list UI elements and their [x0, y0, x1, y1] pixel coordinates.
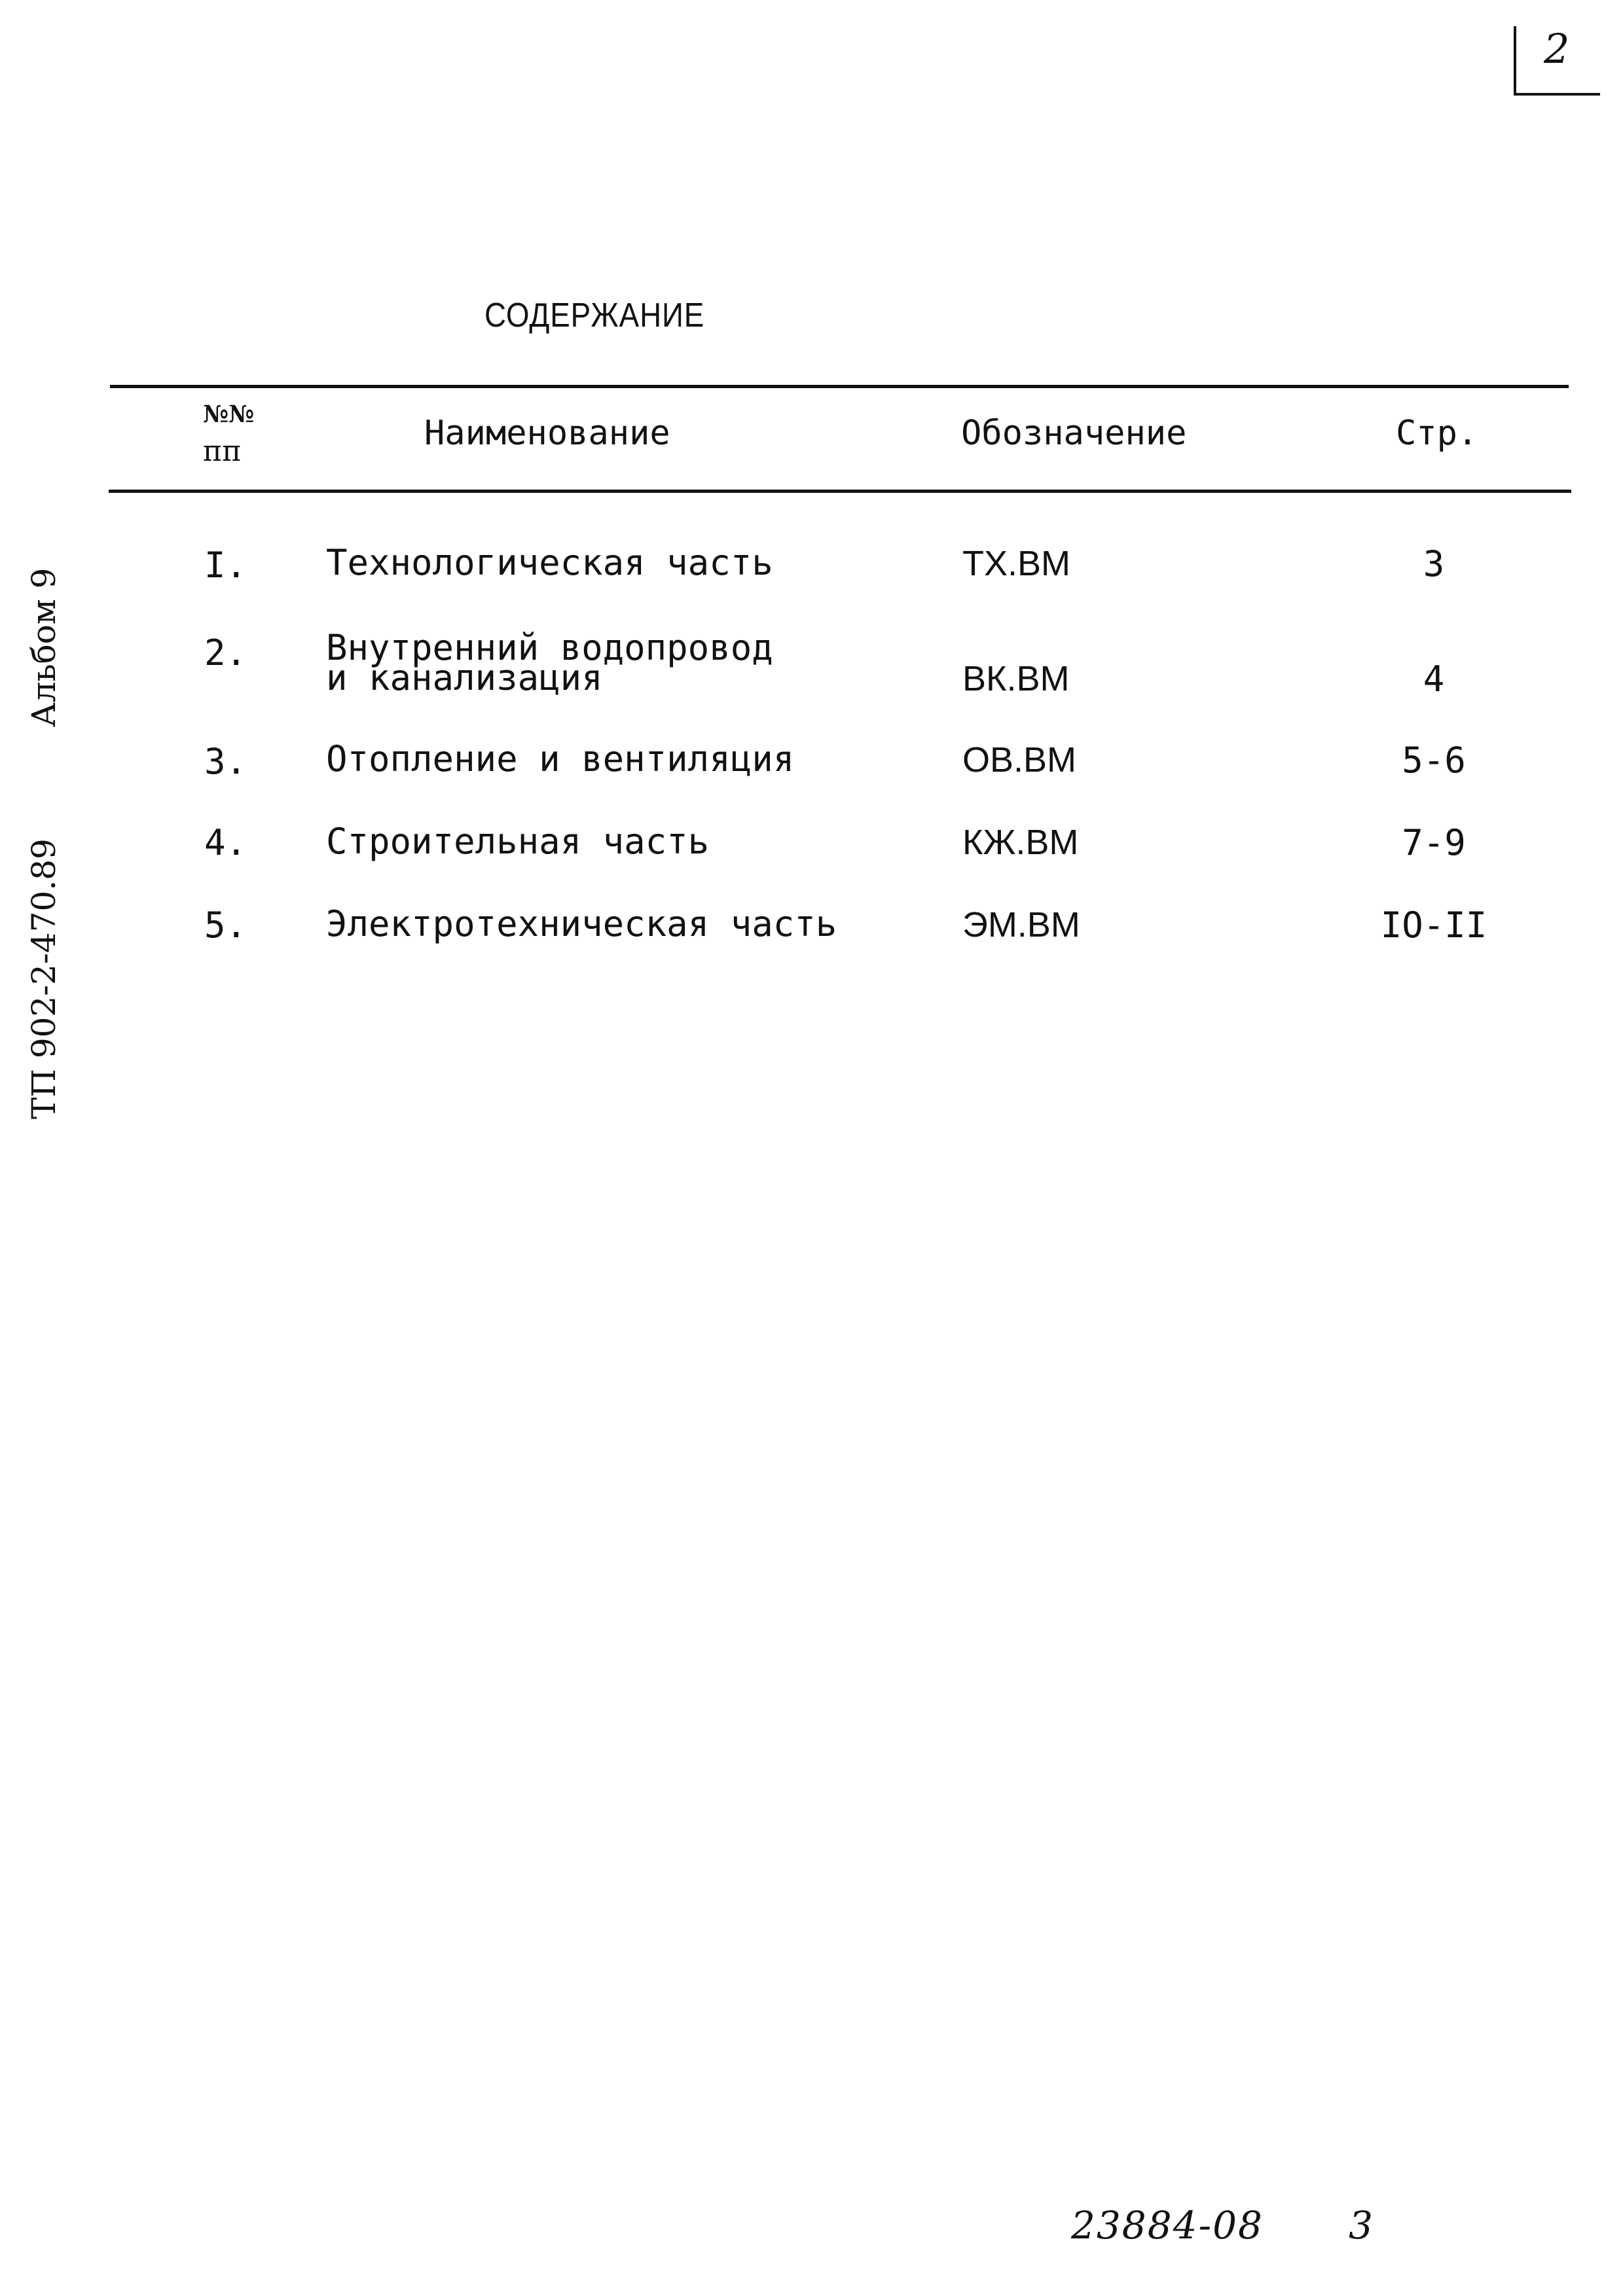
- row-2-name-line-2: и канализация: [326, 657, 603, 698]
- header-designation: Обозначение: [961, 414, 1187, 453]
- row-3-name: Отопление и вентиляция: [326, 738, 795, 780]
- row-1-name: Технологическая часть: [326, 542, 773, 583]
- row-1-designation: ТХ.ВМ: [962, 544, 1071, 583]
- header-name: Наименование: [424, 414, 670, 453]
- row-2-page: 4: [1423, 658, 1445, 700]
- page-title: СОДЕРЖАНИЕ: [484, 296, 705, 334]
- row-5-page: IO-II: [1380, 905, 1487, 946]
- side-project-code: ТП 902-2-470.89: [25, 838, 63, 1119]
- row-5-number: 5.: [204, 905, 247, 946]
- row-5-name: Электротехническая часть: [326, 903, 837, 944]
- row-1-page: 3: [1423, 543, 1445, 584]
- row-2-number: 2.: [204, 632, 247, 673]
- row-4-designation: КЖ.ВМ: [962, 823, 1079, 862]
- row-2-designation: ВК.ВМ: [962, 659, 1070, 698]
- row-5-designation: ЭМ.ВМ: [962, 905, 1080, 944]
- side-stamp: [25, 457, 63, 1120]
- side-album: Альбом 9: [25, 567, 63, 728]
- row-1-number: I.: [204, 545, 247, 586]
- header-number-symbol: №№: [203, 401, 255, 428]
- row-4-number: 4.: [204, 822, 247, 863]
- row-2-name-line-1: Внутренний водопровод: [326, 627, 773, 668]
- table-top-rule: [110, 385, 1569, 388]
- row-3-page: 5-6: [1402, 740, 1466, 781]
- header-page: Стр.: [1396, 414, 1478, 453]
- header-number-abbrev: пп: [203, 435, 242, 468]
- footer-sheet-number: 3: [1349, 2203, 1373, 2248]
- footer-doc-code: 23884-08: [1071, 2203, 1264, 2248]
- row-3-designation: ОВ.ВМ: [962, 740, 1077, 780]
- page-number: 2: [1544, 25, 1570, 73]
- row-4-page: 7-9: [1402, 822, 1466, 863]
- row-4-name: Строительная часть: [326, 821, 710, 862]
- table-header-rule: [109, 490, 1571, 493]
- row-3-number: 3.: [204, 741, 247, 782]
